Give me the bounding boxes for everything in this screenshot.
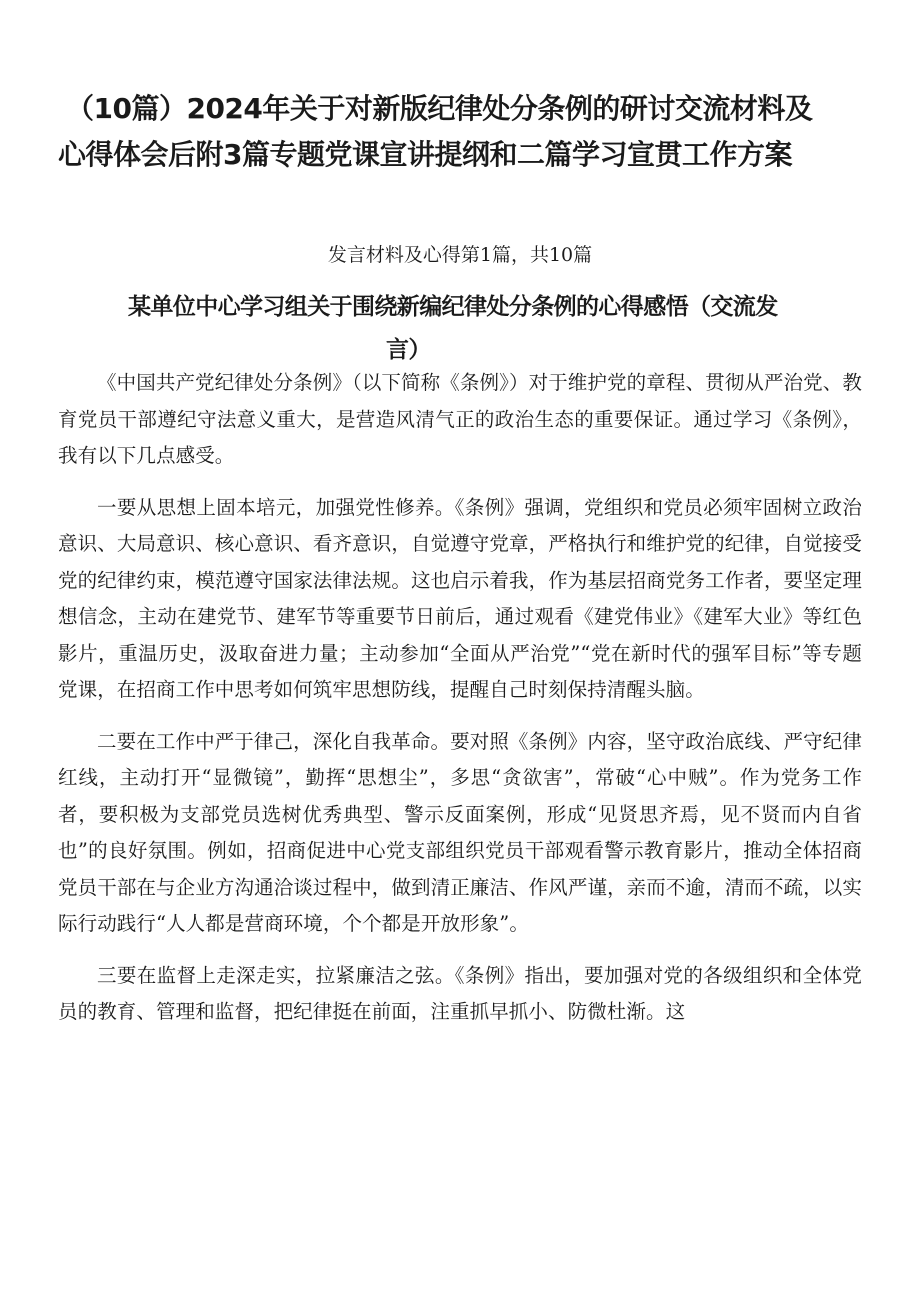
paragraph-point-1: 一要从思想上固本培元，加强党性修养。《条例》强调，党组织和党员必须牢固树立政治意识、大局意识、核心意识、看齐意识，自觉遵守党章，严格执行和维护党的纪律，自觉接受党的纪律约束，模范遵守国家法律法规。这也启示着我，作为基层招商党务工作者，要坚定理想信念，主动在建党节、建军节等重要节日前后，通过观看《建党伟业》《建军大业》等红色影片，重温历史，汲取奋进力量；主动参加“全面从严治党”“党在新时代的强军目标”等专题党课，在招商工作中思考如何筑牢思想防线，提醒自己时刻保持清醒头脑。 bbox=[58, 495, 862, 701]
article-title bbox=[128, 286, 858, 372]
paragraph-intro: 《中国共产党纪律处分条例》（以下简称《条例》）对于维护党的章程、贯彻从严治党、教育党员干部遵纪守法意义重大，是营造风清气正的政治生态的重要保证。通过学习《条例》，我有以下几点感受。 bbox=[58, 371, 862, 467]
article-title-line-1: 某单位中心学习组关于围绕新编纪律处分条例的心得感悟（交流发 bbox=[128, 294, 778, 320]
paragraph-point-2: 二要在工作中严于律己，深化自我革命。要对照《条例》内容，坚守政治底线、严守纪律红线，主动打开“显微镜”，勤挥“思想尘”，多思“贪欲害”，常破“心中贼”。作为党务工作者，要积极为支部党员选树优秀典型、警示反面案例，形成“见贤思齐焉，见不贤而内自省也”的良好氛围。例如，招商促进中心党支部组织党员干部观看警示教育影片，推动全体招商党员干部在与企业方沟通洽谈过程中，做到清正廉洁、作风严谨，亲而不逾，清而不疏，以实际行动践行“人人都是营商环境，个个都是开放形象”。 bbox=[58, 729, 862, 935]
article-title-line-2: 言） bbox=[386, 337, 431, 363]
document-title-line-1: （10篇）2024年关于对新版纪律处分条例的研讨交流材料及 bbox=[66, 92, 813, 125]
document-title bbox=[58, 86, 878, 178]
part-label: 发言材料及心得第1篇，共10篇 bbox=[327, 244, 593, 266]
document-title-line-2: 心得体会后附3篇专题党课宣讲提纲和二篇学习宣贯工作方案 bbox=[58, 138, 792, 171]
article-body bbox=[58, 365, 862, 1046]
paragraph-point-3: 三要在监督上走深走实，拉紧廉洁之弦。《条例》指出，要加强对党的各级组织和全体党员的教育、管理和监督，把纪律挺在前面，注重抓早抓小、防微杜渐。这 bbox=[58, 963, 862, 1023]
